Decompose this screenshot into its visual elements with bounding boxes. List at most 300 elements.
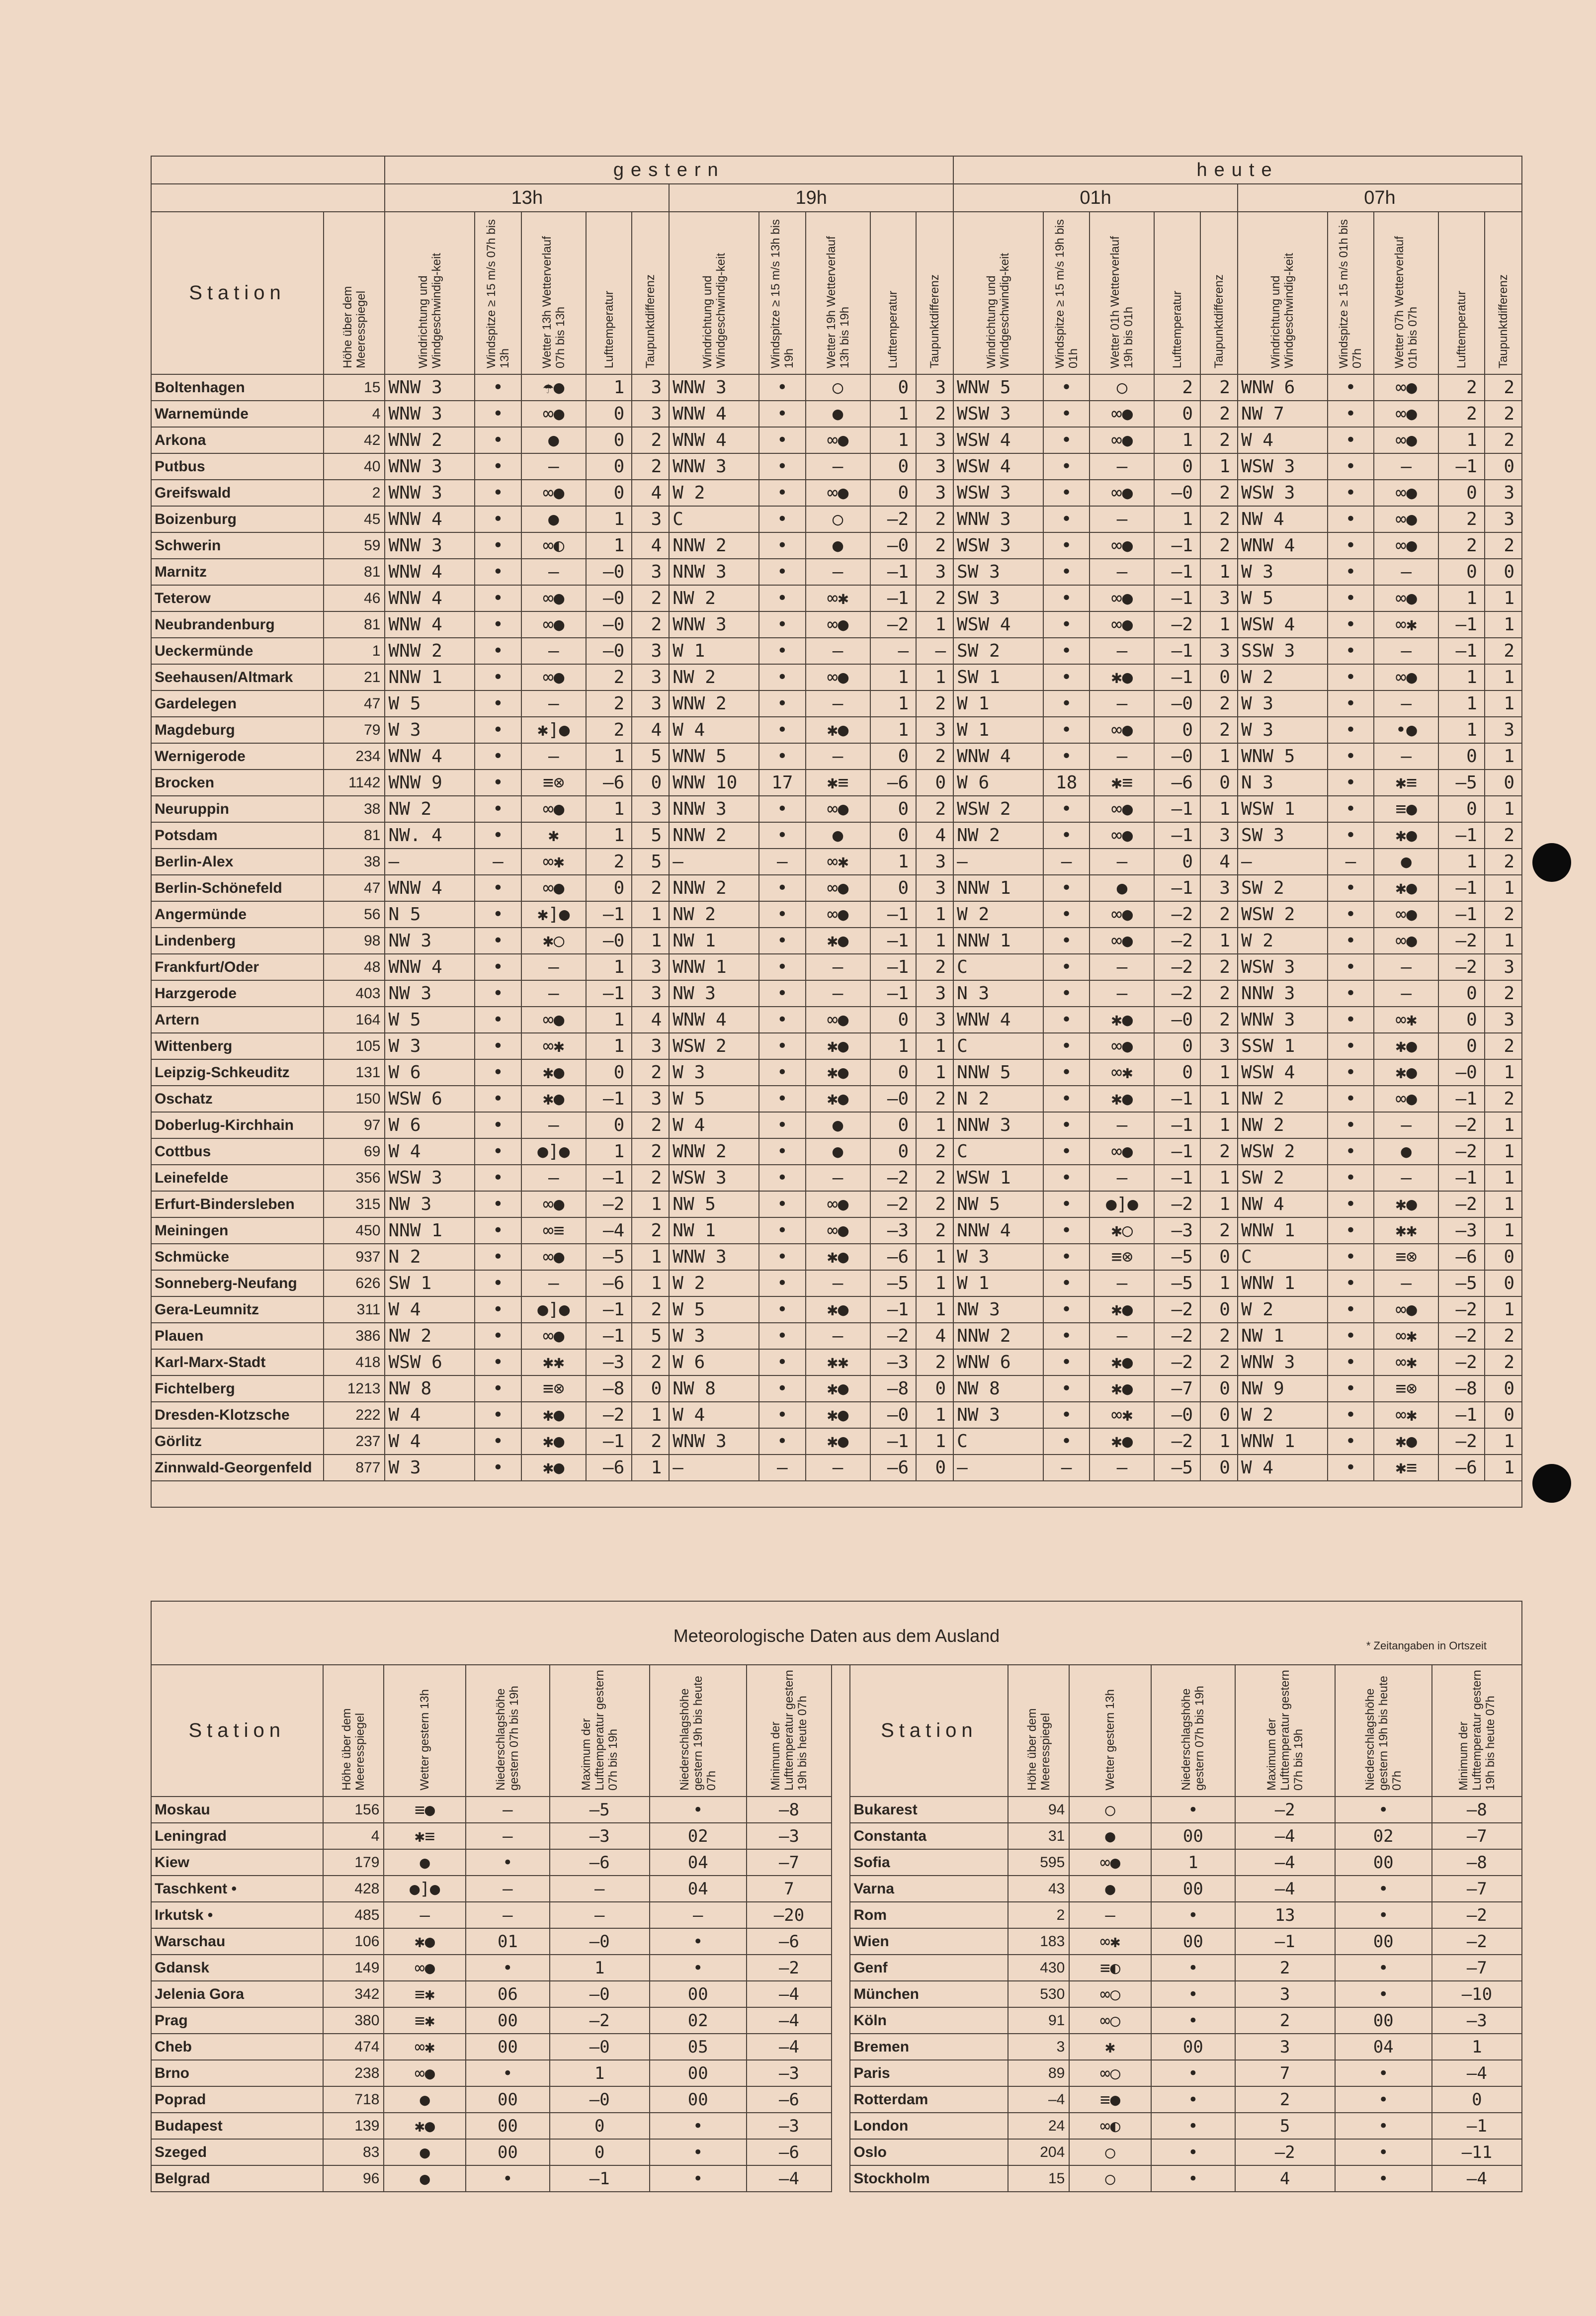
station-height: 418 xyxy=(324,1349,385,1375)
foreign-station-height: –4 xyxy=(1008,2086,1069,2113)
dewpoint-diff-value: 2 xyxy=(1200,401,1238,427)
temperature-value: –3 xyxy=(1154,1217,1200,1244)
temperature-value: –2 xyxy=(870,1191,917,1217)
precip-day-value: • xyxy=(1151,1955,1235,1981)
station-row xyxy=(151,954,1522,980)
station-name: Erfurt-Bindersleben xyxy=(151,1191,324,1217)
wind-value: W 5 xyxy=(669,1086,759,1112)
weather-symbol: – xyxy=(1090,980,1154,1007)
precip-night-value: • xyxy=(1335,2139,1432,2165)
max-temp-value: 2 xyxy=(1235,1955,1335,1981)
gust-value: • xyxy=(759,1059,806,1086)
weather-symbol: ∞● xyxy=(806,1217,870,1244)
temperature-value: –5 xyxy=(1438,770,1485,796)
wind-value: W 2 xyxy=(953,901,1043,928)
foreign-station-name: Brno xyxy=(151,2060,323,2086)
dewpoint-diff-value: 0 xyxy=(1485,1244,1522,1270)
min-temp-value: –4 xyxy=(1432,2060,1522,2086)
wind-value: WSW 4 xyxy=(953,427,1043,453)
dewpoint-diff-value: 1 xyxy=(1485,690,1522,717)
temperature-value: 2 xyxy=(1438,401,1485,427)
foreign-station-height: 31 xyxy=(1008,1823,1069,1849)
dewpoint-diff-value: 2 xyxy=(632,1112,669,1138)
foreign-station-height: 89 xyxy=(1008,2060,1069,2086)
time-19h: 19h xyxy=(669,184,953,212)
wind-value: W 3 xyxy=(1238,559,1328,585)
wind-value: W 2 xyxy=(669,480,759,506)
dewpoint-diff-value: 3 xyxy=(632,796,669,822)
wind-value: NW 2 xyxy=(953,822,1043,849)
temperature-value: –6 xyxy=(586,1455,632,1481)
station-row xyxy=(151,743,1522,770)
gust-value: – xyxy=(759,1455,806,1481)
weather-symbol: ∞● xyxy=(521,585,586,611)
weather-symbol: ✱○ xyxy=(521,928,586,954)
temperature-value: 0 xyxy=(870,1059,917,1086)
dewpoint-diff-value: 2 xyxy=(916,1165,953,1191)
temperature-value: 0 xyxy=(870,480,917,506)
temperature-value: –1 xyxy=(586,901,632,928)
gust-value: • xyxy=(1328,743,1374,770)
gust-value: • xyxy=(759,611,806,638)
wind-value: WSW 1 xyxy=(953,1165,1043,1191)
gust-value: 17 xyxy=(759,770,806,796)
wind-value: WSW 2 xyxy=(669,1033,759,1059)
dewpoint-diff-value: 2 xyxy=(1485,822,1522,849)
gust-value: • xyxy=(759,901,806,928)
min-temp-value: –3 xyxy=(747,2060,832,2086)
temperature-value: –0 xyxy=(1154,480,1200,506)
weather-symbol: ∞● xyxy=(1374,480,1438,506)
weather-symbol: ☂● xyxy=(521,374,586,401)
wind-value: WNW 3 xyxy=(669,453,759,480)
foreign-station-name: Rom xyxy=(850,1902,1008,1928)
wind-value: NW 2 xyxy=(385,796,475,822)
gust-value: • xyxy=(1043,480,1090,506)
temperature-value: 1 xyxy=(586,1033,632,1059)
dewpoint-diff-value: 1 xyxy=(1200,796,1238,822)
precip-night-value: 00 xyxy=(650,1981,747,2007)
gust-value: • xyxy=(759,1323,806,1349)
weather-symbol: ✱● xyxy=(806,1375,870,1402)
column-gap xyxy=(832,2060,850,2086)
precip-night-value: • xyxy=(1335,2060,1432,2086)
weather-symbol: – xyxy=(521,638,586,664)
gust-value: • xyxy=(1328,980,1374,1007)
gust-value: • xyxy=(475,770,521,796)
dewpoint-diff-value: 1 xyxy=(632,1455,669,1481)
weather-symbol: ● xyxy=(806,401,870,427)
temperature-value: 0 xyxy=(1154,1033,1200,1059)
station-header: Station xyxy=(151,212,324,374)
gust-value: • xyxy=(1043,1059,1090,1086)
precip-day-value: • xyxy=(466,2165,550,2192)
weather-symbol: – xyxy=(806,954,870,980)
temperature-value: 0 xyxy=(586,427,632,453)
wind-value: W 1 xyxy=(953,690,1043,717)
temperature-value: –0 xyxy=(870,532,917,559)
station-height: 1 xyxy=(324,638,385,664)
group-heute: heute xyxy=(953,156,1522,184)
dewpoint-diff-value: 2 xyxy=(1200,374,1238,401)
temperature-value: 1 xyxy=(870,690,917,717)
foreign-station-header: Station xyxy=(850,1665,1008,1797)
station-name: Neubrandenburg xyxy=(151,611,324,638)
weather-symbol: ∞● xyxy=(806,427,870,453)
dewpoint-diff-value: 3 xyxy=(1485,954,1522,980)
temperature-value: 2 xyxy=(586,849,632,875)
gust-value: • xyxy=(475,1455,521,1481)
column-gap xyxy=(832,1902,850,1928)
temperature-value: 2 xyxy=(1438,374,1485,401)
gust-value: • xyxy=(1328,532,1374,559)
weather-symbol: – xyxy=(806,453,870,480)
gust-value: • xyxy=(759,638,806,664)
foreign-weather-symbol: ∞✱ xyxy=(1069,1928,1151,1955)
station-name: Schmücke xyxy=(151,1244,324,1270)
temperature-value: 0 xyxy=(1438,796,1485,822)
weather-symbol: ● xyxy=(806,532,870,559)
dewpoint-diff-value: 2 xyxy=(632,585,669,611)
foreign-station-name: Oslo xyxy=(850,2139,1008,2165)
dewpoint-diff-value: 1 xyxy=(916,1402,953,1428)
dewpoint-diff-value: 1 xyxy=(632,1270,669,1296)
precip-day-value: 00 xyxy=(466,2113,550,2139)
weather-symbol: – xyxy=(1090,743,1154,770)
weather-symbol: – xyxy=(1090,849,1154,875)
wind-value: NW 3 xyxy=(669,980,759,1007)
max-temp-value: –0 xyxy=(550,1928,650,1955)
foreign-weather-symbol: ∞● xyxy=(1069,1849,1151,1876)
gust-value: • xyxy=(475,1138,521,1165)
column-gap xyxy=(832,1797,850,1823)
gust-value: • xyxy=(759,1112,806,1138)
dewpoint-diff-value: 2 xyxy=(916,532,953,559)
gust-value: • xyxy=(759,1217,806,1244)
weather-symbol: ●]● xyxy=(521,1296,586,1323)
weather-symbol: ∞✱ xyxy=(1090,1402,1154,1428)
wind-value: – xyxy=(953,1455,1043,1481)
weather-symbol: ∞✱ xyxy=(521,849,586,875)
gust-value: • xyxy=(475,1033,521,1059)
temperature-value: 0 xyxy=(870,743,917,770)
station-name: Angermünde xyxy=(151,901,324,928)
gust-value: • xyxy=(1328,1455,1374,1481)
gust-value: • xyxy=(475,1112,521,1138)
gust-value: • xyxy=(1328,1349,1374,1375)
weather-symbol: ∞● xyxy=(806,875,870,901)
wind-value: WNW 4 xyxy=(385,506,475,532)
gust-value: • xyxy=(475,638,521,664)
dewpoint-diff-value: 3 xyxy=(632,401,669,427)
foreign-weather-symbol: ∞○ xyxy=(1069,2007,1151,2034)
station-height: 38 xyxy=(324,796,385,822)
temperature-value: –0 xyxy=(586,611,632,638)
weather-symbol: ∞● xyxy=(521,875,586,901)
dewpoint-diff-value: 3 xyxy=(916,453,953,480)
wind-value: C xyxy=(953,1033,1043,1059)
wind-value: WSW 2 xyxy=(953,796,1043,822)
dewpoint-diff-value: 0 xyxy=(1200,1375,1238,1402)
wind-value: WNW 10 xyxy=(669,770,759,796)
temperature-value: –6 xyxy=(1438,1455,1485,1481)
foreign-station-name: Warschau xyxy=(151,1928,323,1955)
temperature-value: 1 xyxy=(870,401,917,427)
wind-value: W 3 xyxy=(669,1323,759,1349)
temperature-value: –1 xyxy=(1438,1165,1485,1191)
weather-symbol: ✱● xyxy=(1090,1428,1154,1455)
foreign-row xyxy=(151,2113,1522,2139)
dewpoint-diff-value: 3 xyxy=(1485,1007,1522,1033)
station-height: 356 xyxy=(324,1165,385,1191)
gust-value: • xyxy=(759,1191,806,1217)
temperature-value: –1 xyxy=(870,585,917,611)
wind-value: NNW 2 xyxy=(669,822,759,849)
wind-value: C xyxy=(1238,1244,1328,1270)
precip-day-value: • xyxy=(1151,2165,1235,2192)
dewpoint-diff-value: 1 xyxy=(1485,1138,1522,1165)
wind-value: WNW 3 xyxy=(385,453,475,480)
gust-value: – xyxy=(475,849,521,875)
weather-symbol: ∞● xyxy=(1090,1138,1154,1165)
dewpoint-diff-value: 0 xyxy=(632,1375,669,1402)
wind-value: NNW 3 xyxy=(953,1112,1043,1138)
gust-value: • xyxy=(1328,1007,1374,1033)
station-height: 386 xyxy=(324,1323,385,1349)
wind-value: W 6 xyxy=(385,1059,475,1086)
min-temp-value: –7 xyxy=(1432,1823,1522,1849)
weather-symbol: ∞● xyxy=(1374,901,1438,928)
wind-value: WNW 1 xyxy=(1238,1428,1328,1455)
dew-header: Taupunktdifferenz xyxy=(916,212,953,374)
wind-value: NW. 4 xyxy=(385,822,475,849)
precip-day-value: 00 xyxy=(466,2007,550,2034)
gust-value: • xyxy=(1043,1244,1090,1270)
wind-value: WSW 2 xyxy=(1238,1138,1328,1165)
weather-symbol: – xyxy=(806,980,870,1007)
station-name: Wittenberg xyxy=(151,1033,324,1059)
gust-value: • xyxy=(1328,1086,1374,1112)
temperature-value: –1 xyxy=(1438,1086,1485,1112)
wind-value: NW 8 xyxy=(953,1375,1043,1402)
dewpoint-diff-value: 3 xyxy=(1485,506,1522,532)
weather-symbol: – xyxy=(521,690,586,717)
temperature-value: –1 xyxy=(870,1428,917,1455)
column-gap xyxy=(832,2086,850,2113)
precip-day-value: 00 xyxy=(466,2086,550,2113)
foreign-station-height: 718 xyxy=(323,2086,384,2113)
station-name: Plauen xyxy=(151,1323,324,1349)
foreign-station-height: 96 xyxy=(323,2165,384,2192)
foreign-weather-symbol: – xyxy=(384,1902,466,1928)
precip-day-value: • xyxy=(1151,2086,1235,2113)
foreign-weather-symbol: – xyxy=(1069,1902,1151,1928)
temperature-value: –2 xyxy=(1154,1323,1200,1349)
gust-value: • xyxy=(1328,1217,1374,1244)
dewpoint-diff-value: 1 xyxy=(632,901,669,928)
foreign-weather-table xyxy=(151,1601,1522,2192)
dewpoint-diff-value: 1 xyxy=(916,928,953,954)
temperature-value: 1 xyxy=(1438,427,1485,453)
station-row xyxy=(151,875,1522,901)
dewpoint-diff-value: – xyxy=(916,638,953,664)
wind-value: WNW 4 xyxy=(385,743,475,770)
foreign-station-height: 179 xyxy=(323,1849,384,1876)
wind-value: WNW 4 xyxy=(385,875,475,901)
dewpoint-diff-value: 3 xyxy=(1200,875,1238,901)
temperature-value: –0 xyxy=(586,928,632,954)
weather-symbol: ∞● xyxy=(1090,480,1154,506)
foreign-station-height: 380 xyxy=(323,2007,384,2034)
station-height: 56 xyxy=(324,901,385,928)
gust-value: • xyxy=(1328,1244,1374,1270)
station-height: 237 xyxy=(324,1428,385,1455)
precip-night-value: 02 xyxy=(1335,1823,1432,1849)
temperature-value: –2 xyxy=(1438,928,1485,954)
wind-value: WNW 2 xyxy=(669,1138,759,1165)
foreign-station-height: 156 xyxy=(323,1797,384,1823)
foreign-station-name: Jelenia Gora xyxy=(151,1981,323,2007)
dewpoint-diff-value: 2 xyxy=(1485,401,1522,427)
dewpoint-diff-value: 1 xyxy=(1200,1428,1238,1455)
temperature-value: –2 xyxy=(1438,954,1485,980)
station-name: Greifswald xyxy=(151,480,324,506)
temperature-value: –5 xyxy=(1438,1270,1485,1296)
foreign-row xyxy=(151,2060,1522,2086)
foreign-max-header: Maximum der Lufttemperatur gestern 07h bis 19h xyxy=(550,1665,650,1797)
wind-value: WSW 3 xyxy=(953,480,1043,506)
station-height: 150 xyxy=(324,1086,385,1112)
station-name: Artern xyxy=(151,1007,324,1033)
wind-value: WNW 4 xyxy=(669,401,759,427)
foreign-weather-symbol: ○ xyxy=(1069,2165,1151,2192)
dewpoint-diff-value: 2 xyxy=(1485,638,1522,664)
temperature-value: –0 xyxy=(870,1402,917,1428)
weather-symbol: ∞● xyxy=(1090,822,1154,849)
dewpoint-diff-value: 1 xyxy=(1200,1112,1238,1138)
foreign-precip1-header: Niederschlagshöhe gestern 07h bis 19h xyxy=(466,1665,550,1797)
wind-value: WNW 4 xyxy=(953,743,1043,770)
dewpoint-diff-value: 1 xyxy=(916,611,953,638)
wind-value: WNW 3 xyxy=(669,1428,759,1455)
foreign-weather-symbol: ≡◐ xyxy=(1069,1955,1151,1981)
foreign-station-name: Cheb xyxy=(151,2034,323,2060)
precip-night-value: – xyxy=(650,1902,747,1928)
gust-value: • xyxy=(475,559,521,585)
precip-day-value: 01 xyxy=(466,1928,550,1955)
wind-value: N 5 xyxy=(385,901,475,928)
wind-value: W 3 xyxy=(385,1455,475,1481)
temperature-value: –2 xyxy=(586,1402,632,1428)
station-row xyxy=(151,1059,1522,1086)
gust-value: • xyxy=(475,980,521,1007)
temperature-value: 0 xyxy=(1438,1033,1485,1059)
wind-value: W 3 xyxy=(953,1244,1043,1270)
gust-value: • xyxy=(1328,717,1374,743)
station-row xyxy=(151,822,1522,849)
foreign-weather-symbol: ∞● xyxy=(384,1955,466,1981)
precip-day-value: 1 xyxy=(1151,1849,1235,1876)
station-row xyxy=(151,1086,1522,1112)
dewpoint-diff-value: 1 xyxy=(1485,875,1522,901)
temperature-value: –5 xyxy=(1154,1455,1200,1481)
temperature-value: –2 xyxy=(1154,980,1200,1007)
temperature-value: –1 xyxy=(1438,822,1485,849)
temperature-value: 1 xyxy=(1154,506,1200,532)
dewpoint-diff-value: 3 xyxy=(1200,638,1238,664)
station-name: Cottbus xyxy=(151,1138,324,1165)
temperature-value: –6 xyxy=(870,1244,917,1270)
gust-value: • xyxy=(475,374,521,401)
foreign-weather-symbol: ✱≡ xyxy=(384,1823,466,1849)
temperature-value: –2 xyxy=(870,1323,917,1349)
precip-day-value: 00 xyxy=(1151,1876,1235,1902)
wind-value: WNW 6 xyxy=(1238,374,1328,401)
station-name: Sonneberg-Neufang xyxy=(151,1270,324,1296)
wind-value: WNW 3 xyxy=(385,374,475,401)
temperature-value: 0 xyxy=(870,822,917,849)
gust-header: Windspitze ≥ 15 m/s 19h bis 01h xyxy=(1043,212,1090,374)
temperature-value: 0 xyxy=(870,1138,917,1165)
precip-day-value: • xyxy=(466,1849,550,1876)
min-temp-value: –8 xyxy=(747,1797,832,1823)
wind-value: NW 4 xyxy=(1238,506,1328,532)
weather-symbol: ∞● xyxy=(1090,611,1154,638)
foreign-weather-symbol: ● xyxy=(1069,1876,1151,1902)
gust-value: • xyxy=(475,1375,521,1402)
weather-symbol: ∞● xyxy=(1090,401,1154,427)
foreign-row xyxy=(151,1902,1522,1928)
dewpoint-diff-value: 2 xyxy=(1200,1007,1238,1033)
gust-value: • xyxy=(759,796,806,822)
dewpoint-diff-value: 3 xyxy=(916,374,953,401)
dewpoint-diff-value: 2 xyxy=(632,1217,669,1244)
dewpoint-diff-value: 2 xyxy=(632,875,669,901)
temperature-value: –1 xyxy=(586,1428,632,1455)
dewpoint-diff-value: 1 xyxy=(1200,1165,1238,1191)
wind-value: WNW 4 xyxy=(385,611,475,638)
precip-day-value: – xyxy=(466,1823,550,1849)
dewpoint-diff-value: 2 xyxy=(632,1428,669,1455)
temp-header: Lufttemperatur xyxy=(1154,212,1200,374)
precip-night-value: 00 xyxy=(1335,1928,1432,1955)
gust-value: • xyxy=(1043,743,1090,770)
gust-value: • xyxy=(1328,453,1374,480)
gust-value: • xyxy=(1328,638,1374,664)
wind-value: SW 3 xyxy=(1238,822,1328,849)
temperature-value: –1 xyxy=(1154,796,1200,822)
station-name: Arkona xyxy=(151,427,324,453)
wind-value: W 3 xyxy=(1238,717,1328,743)
weather-symbol: ∞● xyxy=(806,1007,870,1033)
weather-symbol: – xyxy=(521,559,586,585)
precip-night-value: 02 xyxy=(650,1823,747,1849)
dewpoint-diff-value: 0 xyxy=(1200,1402,1238,1428)
temperature-value: 0 xyxy=(586,1112,632,1138)
wind-value: WNW 2 xyxy=(385,427,475,453)
temperature-value: 0 xyxy=(1438,743,1485,770)
station-name: Wernigerode xyxy=(151,743,324,770)
weather-symbol: ● xyxy=(1090,875,1154,901)
weather-header: Wetter 19h Wetterverlauf 13h bis 19h xyxy=(806,212,870,374)
station-row xyxy=(151,401,1522,427)
blank-row xyxy=(151,1481,1522,1507)
station-row xyxy=(151,585,1522,611)
station-row xyxy=(151,1191,1522,1217)
gust-value: • xyxy=(475,427,521,453)
wind-value: NW 3 xyxy=(385,980,475,1007)
station-name: Gardelegen xyxy=(151,690,324,717)
